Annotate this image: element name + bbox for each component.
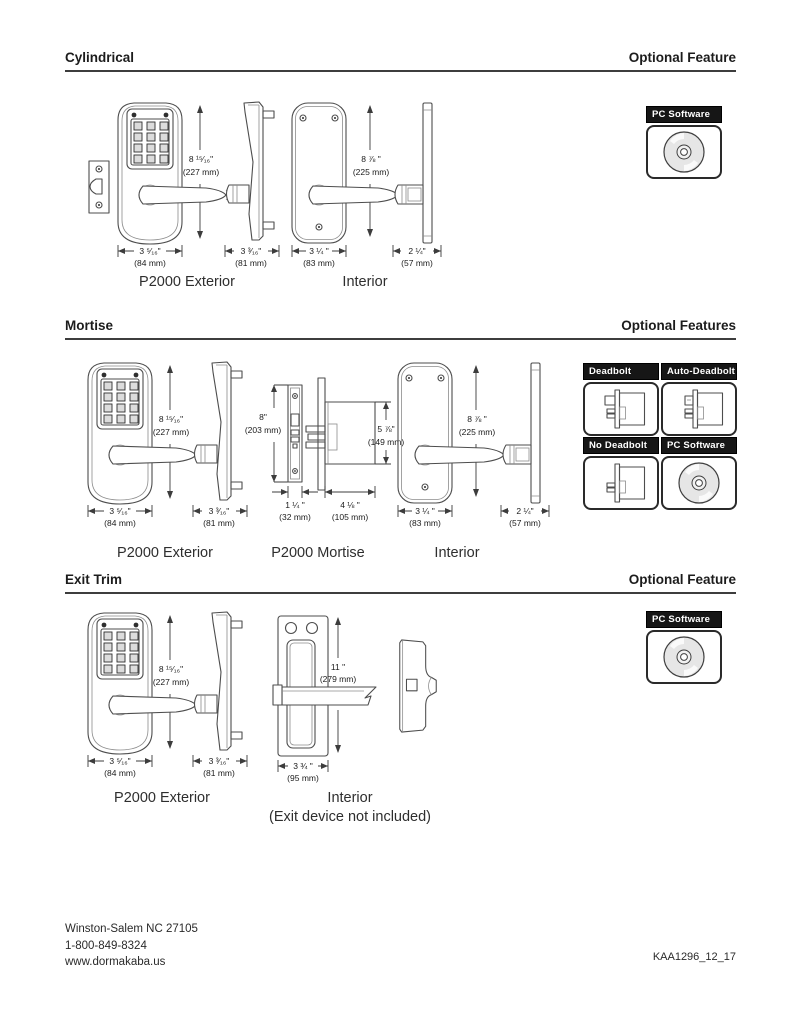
keypad [134, 122, 168, 163]
dim-height-in: 8 ¹⁵⁄₁₆" [188, 154, 214, 164]
dim-height-in: 8 ⅞ " [467, 414, 487, 424]
lever-handle [109, 696, 196, 714]
caption-exterior: P2000 Exterior [114, 790, 210, 806]
footer-phone: 1-800-849-8324 [65, 939, 147, 952]
dim-width-in: 3 ⁵⁄₁₆" [139, 246, 161, 256]
footer-address: Winston-Salem NC 27105 [65, 923, 198, 935]
dim-case-width-mm: (105 mm) [331, 512, 369, 522]
optional-feature-title: Optional Features [621, 318, 736, 333]
dim-width-mm: (83 mm) [303, 258, 335, 268]
footer [65, 921, 198, 971]
mortise-interior-front-drawing [392, 358, 510, 528]
caption-interior [250, 789, 450, 827]
exit-exterior-side-drawing [190, 608, 252, 778]
dim-faceplate-width-mm: (32 mm) [279, 512, 311, 522]
caption-mortise: P2000 Mortise [271, 545, 365, 561]
caption-interior: Interior [342, 274, 388, 290]
dim-faceplate-height-mm: (203 mm) [244, 425, 282, 435]
section-header-mortise [65, 318, 736, 340]
dim-case-width-in: 4 ⅛ " [340, 500, 360, 510]
dim-width-in: 3 ¾ " [293, 761, 313, 771]
dim-depth-mm: (57 mm) [509, 518, 541, 528]
dim-width-mm: (83 mm) [409, 518, 441, 528]
dim-height-in: 11 " [330, 662, 346, 672]
caption-exterior: P2000 Exterior [139, 274, 235, 290]
dim-width-in: 3 ⁵⁄₁₆" [109, 756, 131, 766]
mortise-deadbolt-icon [594, 388, 648, 430]
caption-interior-line1: Interior [327, 790, 373, 806]
dim-height-mm: (227 mm) [152, 427, 190, 437]
mortise-auto-deadbolt-icon [672, 388, 726, 430]
lever-handle [415, 446, 504, 464]
lever-handle [139, 186, 226, 204]
option-pc-software [646, 611, 722, 684]
dim-depth-mm: (81 mm) [235, 258, 267, 268]
dim-width-in: 3 ¼ " [309, 246, 329, 256]
optional-feature-title: Optional Feature [628, 572, 736, 587]
cd-icon [676, 460, 722, 506]
dim-case-height-mm: (149 mm) [367, 437, 405, 447]
keypad [104, 632, 138, 673]
dim-height-in: 8 ¹⁵⁄₁₆" [158, 414, 184, 424]
dim-width-mm: (95 mm) [287, 773, 319, 783]
lever-handle [309, 186, 398, 204]
keypad [104, 382, 138, 423]
dim-width-mm: (84 mm) [104, 518, 136, 528]
option-pc-software [661, 437, 737, 510]
section-header-cylindrical [65, 50, 736, 72]
mortise-interior-side-drawing [496, 358, 554, 528]
exit-side-bracket-drawing [394, 636, 442, 736]
section-header-exit-trim [65, 572, 736, 594]
dim-height-in: 8 ¹⁵⁄₁₆" [158, 664, 184, 674]
option-label: PC Software [646, 611, 722, 628]
dim-depth-in: 2 ¼" [516, 506, 534, 516]
cd-icon [661, 634, 707, 680]
option-auto-deadbolt [661, 363, 737, 436]
lever-handle [227, 185, 250, 203]
option-label: Auto-Deadbolt [661, 363, 737, 380]
dim-height-mm: (225 mm) [352, 167, 390, 177]
document-code: KAA1296_12_17 [652, 951, 736, 963]
section-title: Cylindrical [65, 50, 135, 65]
footer-website: www.dormakaba.us [65, 956, 166, 968]
dim-depth-mm: (81 mm) [203, 518, 235, 528]
cyl-interior-front-drawing [286, 98, 404, 268]
cyl-exterior-side-drawing [222, 98, 284, 268]
dim-depth-mm: (81 mm) [203, 768, 235, 778]
caption-interior-line2: (Exit device not included) [269, 809, 431, 825]
dim-width-mm: (84 mm) [104, 768, 136, 778]
option-label: PC Software [661, 437, 737, 454]
dim-depth-in: 3 ³⁄₁₆" [208, 506, 230, 516]
option-label: PC Software [646, 106, 722, 123]
dim-depth-in: 3 ³⁄₁₆" [208, 756, 230, 766]
dim-height-mm: (227 mm) [182, 167, 220, 177]
lever-handle [195, 695, 218, 713]
dim-faceplate-height-in: 8" [259, 412, 267, 422]
exit-interior-plate-drawing [272, 610, 394, 788]
dim-width-mm: (84 mm) [134, 258, 166, 268]
lever-handle [195, 445, 218, 463]
option-label: Deadbolt [583, 363, 659, 380]
option-no-deadbolt [583, 437, 659, 510]
dim-depth-in: 2 ¼" [408, 246, 426, 256]
section-title: Exit Trim [65, 572, 123, 587]
dim-height-in: 8 ⅞ " [361, 154, 381, 164]
mortise-no-deadbolt-icon [594, 462, 648, 504]
option-label: No Deadbolt [583, 437, 659, 454]
dim-height-mm: (279 mm) [319, 674, 357, 684]
dim-width-in: 3 ⁵⁄₁₆" [109, 506, 131, 516]
lever-handle [109, 446, 196, 464]
dim-height-mm: (225 mm) [458, 427, 496, 437]
cyl-interior-side-drawing [388, 98, 446, 268]
dim-faceplate-width-in: 1 ¼ " [285, 500, 305, 510]
dim-width-in: 3 ¼ " [415, 506, 435, 516]
caption-interior: Interior [434, 545, 480, 561]
option-pc-software [646, 106, 722, 179]
dim-height-mm: (227 mm) [152, 677, 190, 687]
cd-icon [661, 129, 707, 175]
dim-case-height-in: 5 ⅞" [377, 424, 395, 434]
push-bar [282, 687, 376, 705]
caption-exterior: P2000 Exterior [117, 545, 213, 561]
mortise-case-drawing [242, 358, 408, 528]
dim-depth-in: 3 ³⁄₁₆" [240, 246, 262, 256]
option-deadbolt [583, 363, 659, 436]
optional-feature-title: Optional Feature [628, 50, 736, 65]
section-title: Mortise [65, 318, 114, 333]
dim-depth-mm: (57 mm) [401, 258, 433, 268]
